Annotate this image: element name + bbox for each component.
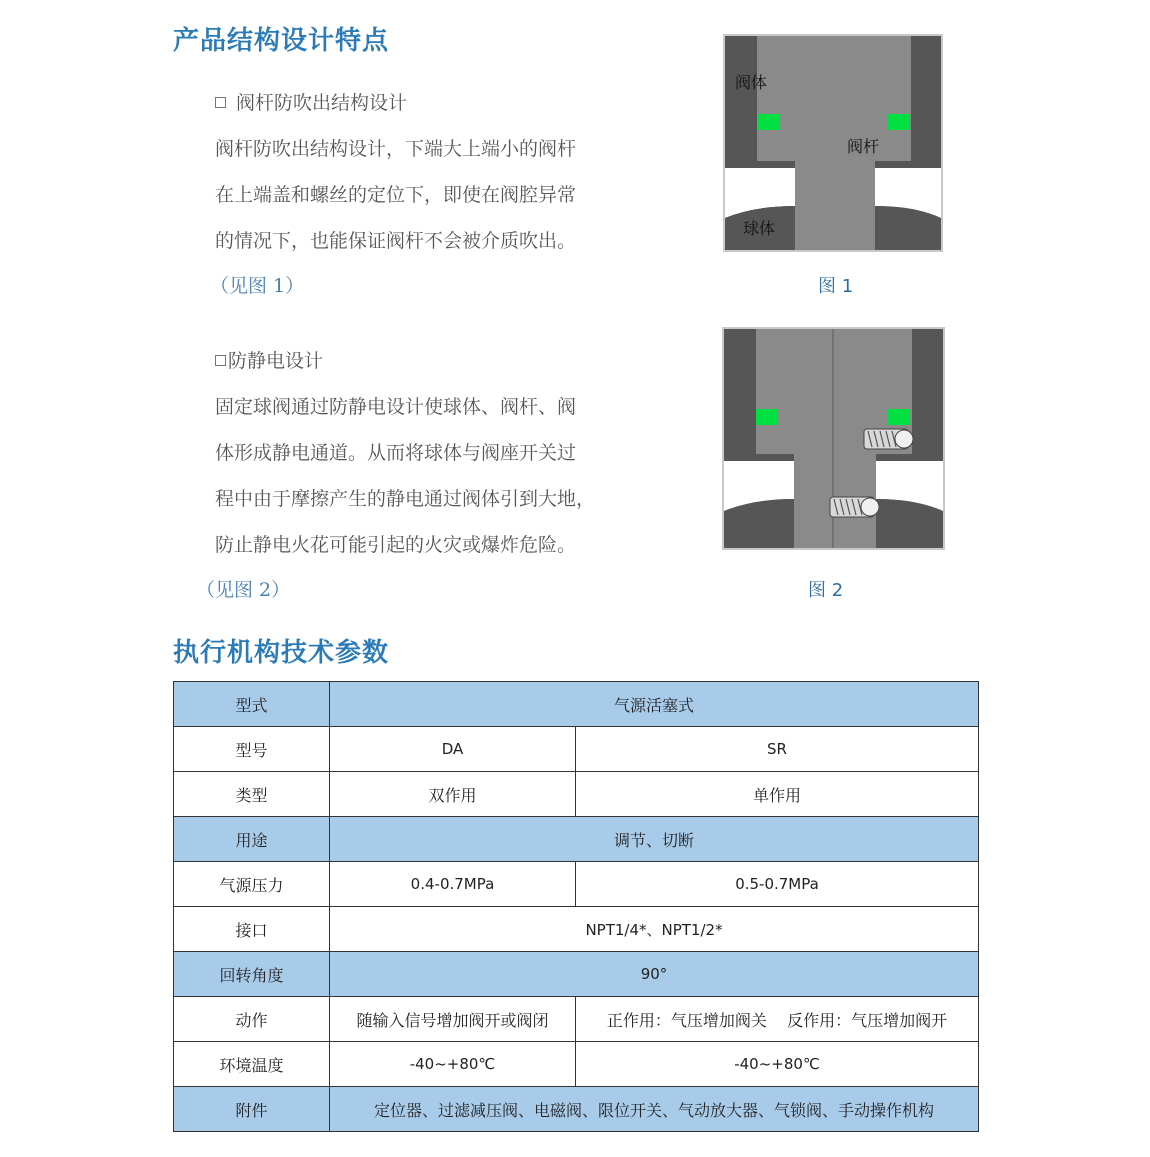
feature1-line-2: 在上端盖和螺丝的定位下，即使在阀腔异常 <box>215 184 577 206</box>
row-label: 附件 <box>174 1087 330 1132</box>
figure-1 <box>723 34 943 252</box>
row-label: 气源压力 <box>174 862 330 907</box>
row-value: 气源活塞式 <box>330 682 979 727</box>
cell-da: 随输入信号增加阀开或阀闭 <box>330 997 576 1042</box>
feature1-line-3: 的情况下，也能保证阀杆不会被介质吹出。 <box>215 230 577 252</box>
feature2-line-3: 程中由于摩擦产生的静电通过阀体引到大地， <box>215 488 596 510</box>
table-row <box>174 772 979 817</box>
seal-right <box>887 114 909 130</box>
row-label: 动作 <box>174 997 330 1042</box>
feature1-heading <box>215 88 407 115</box>
label-valve-stem: 阀杆 <box>847 137 880 156</box>
table-row <box>174 817 979 862</box>
row-label: 型式 <box>174 682 330 727</box>
row-value: 调节、切断 <box>330 817 979 862</box>
stem-lower-shape <box>795 160 875 250</box>
figure-2-drawing <box>724 329 943 548</box>
antistatic-spring-upper <box>864 429 913 449</box>
cell-da: 0.4-0.7MPa <box>330 862 576 907</box>
cell-sr: 正作用：气压增加阀关 反作用：气压增加阀开 <box>576 997 979 1042</box>
table-row <box>174 1087 979 1132</box>
label-ball: 球体 <box>743 219 776 238</box>
table-row <box>174 952 979 997</box>
row-label: 接口 <box>174 907 330 952</box>
feature1-line-1: 阀杆防吹出结构设计，下端大上端小的阀杆 <box>215 138 577 160</box>
cell-da: 双作用 <box>330 772 576 817</box>
feature2-see-figure: （见图 2） <box>196 579 291 601</box>
section-title-actuator-params: 执行机构技术参数 <box>173 638 390 668</box>
row-label: 环境温度 <box>174 1042 330 1087</box>
row-value: 定位器、过滤减压阀、电磁阀、限位开关、气动放大器、气锁阀、手动操作机构 <box>330 1087 979 1132</box>
table-row <box>174 997 979 1042</box>
table-row <box>174 682 979 727</box>
cell-da: -40~+80℃ <box>330 1042 576 1087</box>
feature1-see-figure: （见图 1） <box>210 275 305 297</box>
figure-2 <box>722 327 945 550</box>
feature2-line-1: 固定球阀通过防静电设计使球体、阀杆、阀 <box>215 396 577 418</box>
row-value: 90° <box>330 952 979 997</box>
figure-1-caption: 图 1 <box>818 276 854 297</box>
cell-sr: 单作用 <box>576 772 979 817</box>
feature2-heading-text: 防静电设计 <box>228 350 324 372</box>
actuator-spec-table <box>173 681 979 1132</box>
cell-sr: 0.5-0.7MPa <box>576 862 979 907</box>
row-label: 回转角度 <box>174 952 330 997</box>
cell-sr: -40~+80℃ <box>576 1042 979 1087</box>
checkbox-icon <box>215 97 226 108</box>
label-valve-body: 阀体 <box>735 73 768 92</box>
seal-left <box>756 409 778 425</box>
feature2-heading <box>215 346 323 373</box>
table-row <box>174 1042 979 1087</box>
antistatic-spring-lower <box>830 497 879 517</box>
row-label: 型号 <box>174 727 330 772</box>
row-value: NPT1/4*、NPT1/2* <box>330 907 979 952</box>
figure-2-caption: 图 2 <box>808 580 844 601</box>
feature2-line-4: 防止静电火花可能引起的火灾或爆炸危险。 <box>215 534 577 556</box>
row-label: 用途 <box>174 817 330 862</box>
section-title-structure: 产品结构设计特点 <box>173 26 390 56</box>
table-row <box>174 727 979 772</box>
stem-upper-shape <box>757 36 911 161</box>
seal-right <box>888 409 910 425</box>
table-row <box>174 907 979 952</box>
feature2-line-2: 体形成静电通道。从而将球体与阀座开关过 <box>215 442 577 464</box>
cell-da: DA <box>330 727 576 772</box>
seal-left <box>757 114 779 130</box>
cell-sr: SR <box>576 727 979 772</box>
feature1-heading-text: 阀杆防吹出结构设计 <box>236 92 408 114</box>
table-row <box>174 862 979 907</box>
checkbox-icon <box>215 355 226 366</box>
row-label: 类型 <box>174 772 330 817</box>
